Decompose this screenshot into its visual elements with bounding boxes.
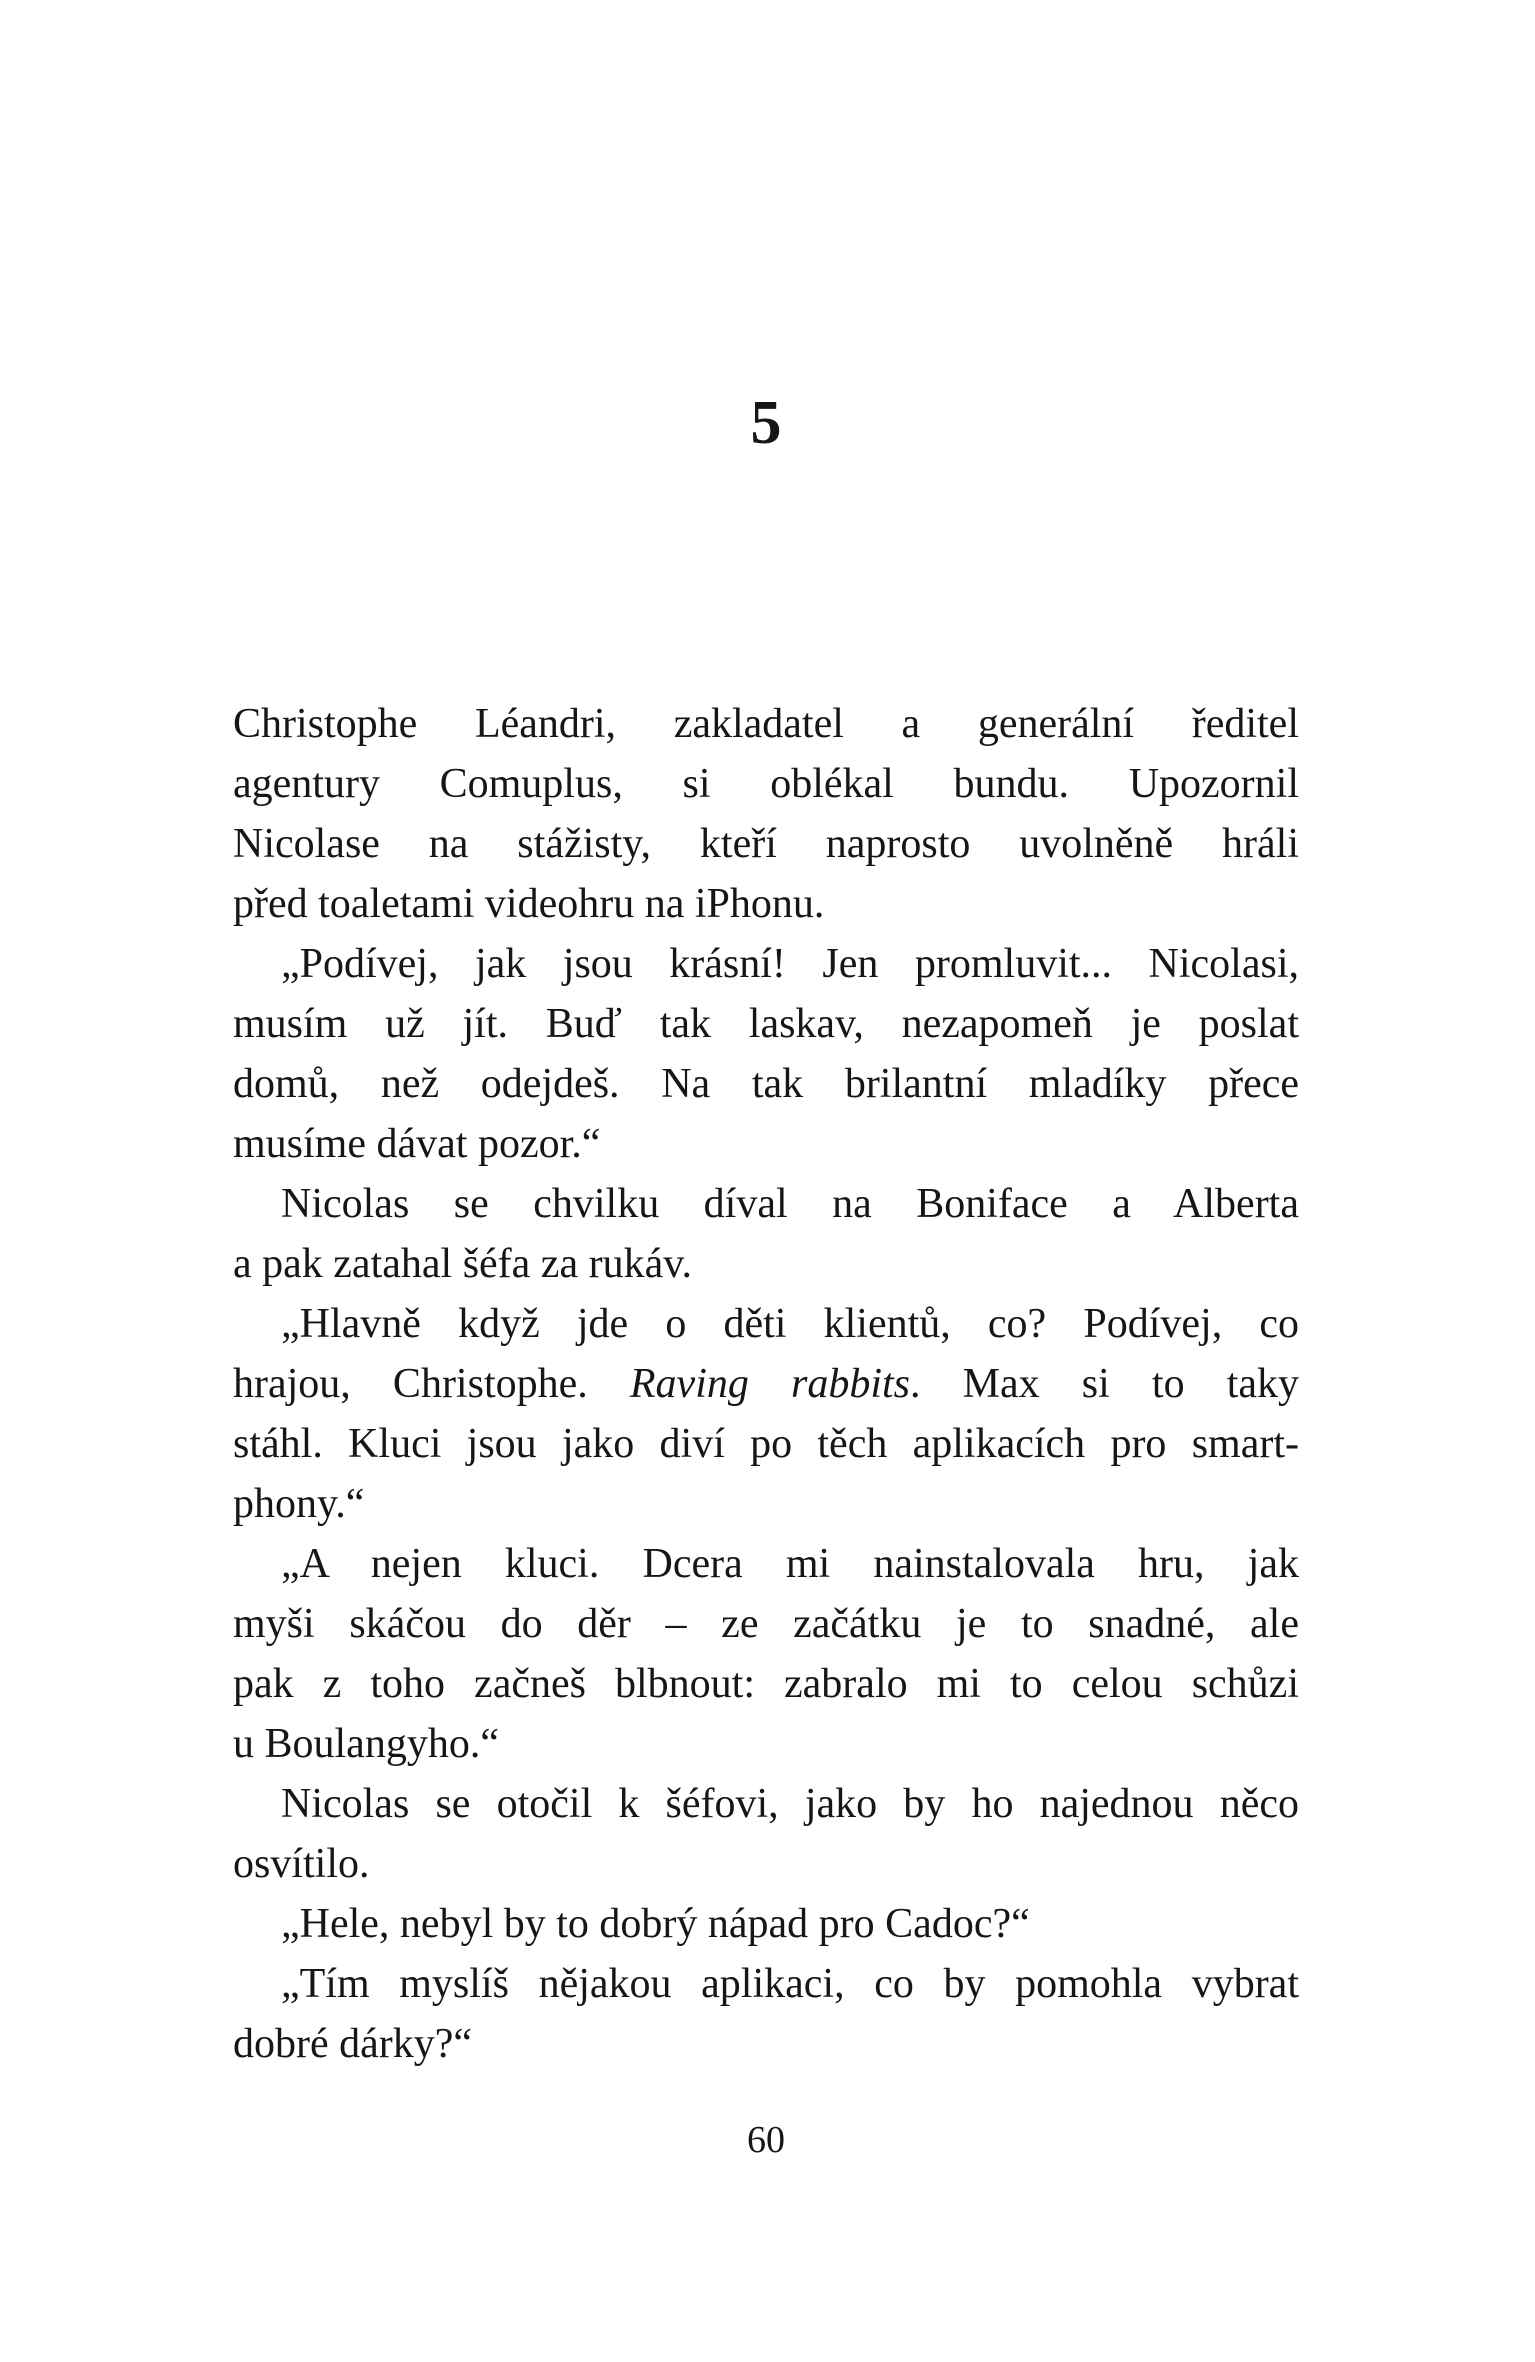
text-line bbox=[233, 1294, 1299, 1354]
text-segment: musíme dávat pozor.“ bbox=[233, 1121, 601, 1167]
text-line bbox=[233, 1474, 1299, 1534]
paragraph bbox=[233, 694, 1299, 934]
text-segment: „Hlavně když jde o děti klientů, co? Podívej, co bbox=[281, 1301, 1299, 1347]
text-line bbox=[233, 814, 1299, 874]
text-segment: stáhl. Kluci jsou jako diví po těch aplikacích pro smart- bbox=[233, 1421, 1299, 1467]
text-line bbox=[233, 1954, 1299, 2014]
paragraph bbox=[233, 1174, 1299, 1294]
text-line bbox=[233, 994, 1299, 1054]
text-line bbox=[233, 874, 1299, 934]
paragraph bbox=[233, 1774, 1299, 1894]
text-line bbox=[233, 754, 1299, 814]
text-line bbox=[233, 1114, 1299, 1174]
text-segment: . Max si to taky bbox=[910, 1361, 1300, 1407]
text-segment: před toaletami videohru na iPhonu. bbox=[233, 881, 825, 927]
paragraph bbox=[233, 1534, 1299, 1774]
text-segment: Nicolas se chvilku díval na Boniface a Alberta bbox=[281, 1181, 1299, 1227]
chapter-number: 5 bbox=[750, 389, 782, 457]
text-line bbox=[233, 1594, 1299, 1654]
text-line bbox=[233, 1414, 1299, 1474]
text-line bbox=[233, 1894, 1299, 1954]
text-line bbox=[233, 2014, 1299, 2074]
paragraph bbox=[233, 1954, 1299, 2074]
text-line bbox=[233, 1174, 1299, 1234]
text-line bbox=[233, 1354, 1299, 1414]
body-text bbox=[233, 694, 1299, 2074]
text-line bbox=[233, 1714, 1299, 1774]
text-segment: hrajou, Christophe. bbox=[233, 1361, 630, 1407]
text-segment: domů, než odejdeš. Na tak brilantní mladíky přece bbox=[233, 1061, 1299, 1107]
text-segment: dobré dárky?“ bbox=[233, 2021, 473, 2067]
paragraph bbox=[233, 1294, 1299, 1534]
text-segment: a pak zatahal šéfa za rukáv. bbox=[233, 1241, 692, 1287]
paragraph bbox=[233, 1894, 1299, 1954]
text-segment: Nicolas se otočil k šéfovi, jako by ho najednou něco bbox=[281, 1781, 1299, 1827]
text-segment: Christophe Léandri, zakladatel a generální ředitel bbox=[233, 701, 1299, 747]
text-segment: „Podívej, jak jsou krásní! Jen promluvit... Nicolasi, bbox=[281, 941, 1299, 987]
text-line bbox=[233, 1054, 1299, 1114]
text-line bbox=[233, 694, 1299, 754]
text-segment: myši skáčou do děr – ze začátku je to snadné, ale bbox=[233, 1601, 1299, 1647]
text-line bbox=[233, 1834, 1299, 1894]
text-segment: phony.“ bbox=[233, 1481, 365, 1527]
text-segment: u Boulangyho.“ bbox=[233, 1721, 499, 1767]
text-line bbox=[233, 1774, 1299, 1834]
text-segment: „A nejen kluci. Dcera mi nainstalovala hru, jak bbox=[281, 1541, 1299, 1587]
text-segment: agentury Comuplus, si oblékal bundu. Upozornil bbox=[233, 761, 1299, 807]
text-segment: „Hele, nebyl by to dobrý nápad pro Cadoc?“ bbox=[281, 1901, 1030, 1947]
text-line bbox=[233, 1534, 1299, 1594]
text-line bbox=[233, 1654, 1299, 1714]
text-line bbox=[233, 1234, 1299, 1294]
text-segment: pak z toho začneš blbnout: zabralo mi to celou schůzi bbox=[233, 1661, 1299, 1707]
page-number: 60 bbox=[747, 2119, 785, 2161]
text-line bbox=[233, 934, 1299, 994]
text-segment: osvítilo. bbox=[233, 1841, 370, 1887]
paragraph bbox=[233, 934, 1299, 1174]
text-segment: Nicolase na stážisty, kteří naprosto uvolněně hráli bbox=[233, 821, 1299, 867]
text-segment: „Tím myslíš nějakou aplikaci, co by pomohla vybrat bbox=[281, 1961, 1299, 2007]
italic-text: Raving rabbits bbox=[629, 1361, 911, 1407]
text-segment: musím už jít. Buď tak laskav, nezapomeň je poslat bbox=[233, 1001, 1299, 1047]
